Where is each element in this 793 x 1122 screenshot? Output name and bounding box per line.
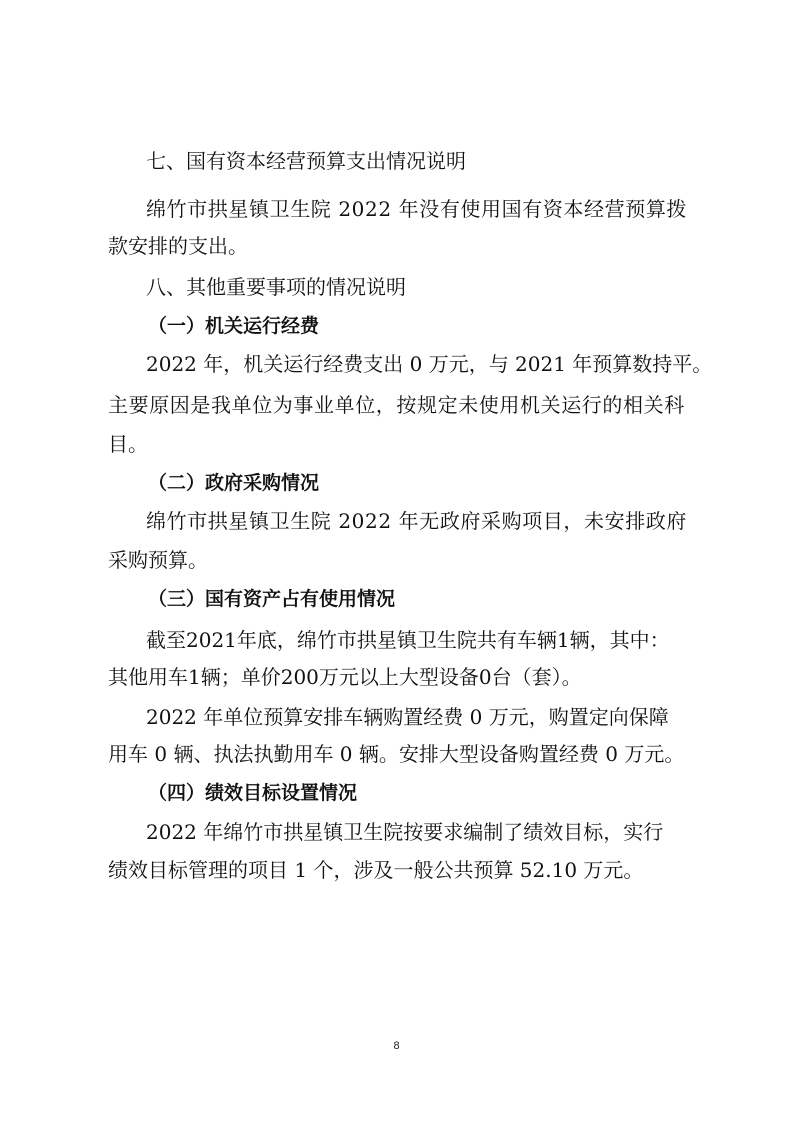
subsection-3-title: （三）国有资产占有使用情况: [148, 588, 396, 610]
subsection-1-paragraph-line-1: 2022 年，机关运行经费支出 0 万元，与 2021 年预算数持平。: [146, 352, 713, 376]
subsection-2-paragraph-line-2: 采购预算。: [108, 548, 208, 572]
section-7-paragraph-line-1: 绵竹市拱星镇卫生院 2022 年没有使用国有资本经营预算拨: [146, 197, 688, 221]
page-number: 8: [393, 1040, 400, 1052]
subsection-3-paragraph-1-line-2: 其他用车1辆；单价200万元以上大型设备0台（套）。: [108, 665, 582, 689]
subsection-1-paragraph-line-3: 目。: [108, 432, 148, 456]
subsection-1-paragraph-line-2: 主要原因是我单位为事业单位，按规定未使用机关运行的相关科: [108, 393, 685, 417]
subsection-3-paragraph-1-line-1: 截至2021年底，绵竹市拱星镇卫生院共有车辆1辆，其中：: [146, 628, 670, 652]
subsection-3-paragraph-2-line-1: 2022 年单位预算安排车辆购置经费 0 万元，购置定向保障: [146, 705, 669, 729]
subsection-3-paragraph-2-line-2: 用车 0 辆、执法执勤用车 0 辆。安排大型设备购置经费 0 万元。: [108, 742, 685, 766]
subsection-2-paragraph-line-1: 绵竹市拱星镇卫生院 2022 年无政府采购项目，未安排政府: [146, 509, 688, 533]
section-7-heading: 七、国有资本经营预算支出情况说明: [146, 149, 466, 173]
section-7-paragraph-line-2: 款安排的支出。: [108, 234, 248, 258]
subsection-4-paragraph-line-2: 绩效目标管理的项目 1 个，涉及一般公共预算 52.10 万元。: [108, 858, 644, 882]
subsection-2-title: （二）政府采购情况: [148, 472, 320, 494]
subsection-4-title: （四）绩效目标设置情况: [148, 782, 358, 804]
subsection-1-title: （一）机关运行经费: [148, 315, 320, 337]
section-8-heading: 八、其他重要事项的情况说明: [146, 275, 406, 299]
subsection-4-paragraph-line-1: 2022 年绵竹市拱星镇卫生院按要求编制了绩效目标，实行: [146, 820, 664, 844]
